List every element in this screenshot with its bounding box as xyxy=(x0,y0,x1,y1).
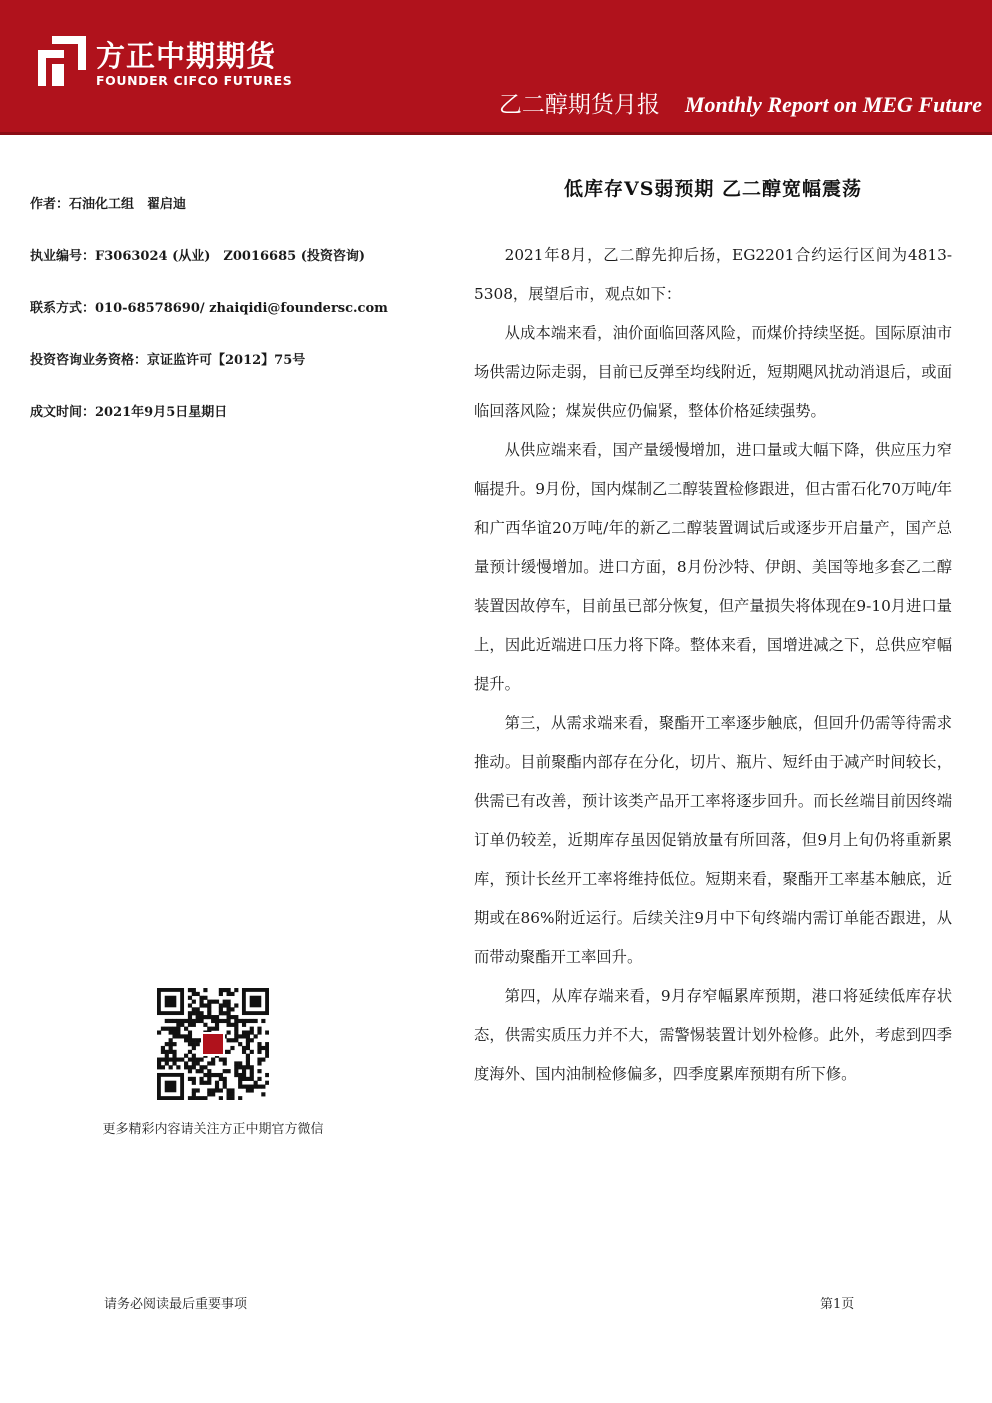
founder-logo-icon xyxy=(38,36,86,86)
report-title xyxy=(499,86,982,119)
wechat-qr-code xyxy=(157,988,269,1100)
date-line: 成文时间：2021年9月5日星期日 xyxy=(30,405,228,420)
footer-notice: 请务必阅读最后重要事项 xyxy=(104,1297,248,1312)
article-paragraph: 2021年8月，乙二醇先抑后扬，EG2201合约运行区间为4813-5308，展望后市，观点如下： xyxy=(474,246,952,303)
article-paragraph: 第四，从库存端来看，9月存窄幅累库预期，港口将延续低库存状态，供需实质压力并不大，需警惕装置计划外检修。此外，考虑到四季度海外、国内油制检修偏多，四季度累库预期有所下修。 xyxy=(474,987,952,1083)
article-paragraph: 从供应端来看，国产量缓慢增加，进口量或大幅下降，供应压力窄幅提升。9月份，国内煤制乙二醇装置检修跟进，但古雷石化70万吨/年和广西华谊20万吨/年的新乙二醇装置调试后或逐步开启量产，国产总量预计缓慢增加。进口方面，8月份沙特、伊朗、美国等地多套乙二醇装置因故停车，目前虽已部分恢复，但产量损失将体现在9-10月进口量上，因此近端进口压力将下降。整体来看，国增进减之下，总供应窄幅提升。 xyxy=(474,441,952,693)
qr-caption: 更多精彩内容请关注方正中期官方微信 xyxy=(102,1122,324,1137)
author-info xyxy=(30,196,450,456)
author-line: 作者：石油化工组 翟启迪 xyxy=(30,197,187,212)
article-title: 低库存VS弱预期 乙二醇宽幅震荡 xyxy=(563,178,863,200)
report-header xyxy=(0,0,992,135)
page-number: 第1页 xyxy=(820,1297,855,1312)
report-title-en: Monthly Report on MEG Future xyxy=(684,92,982,117)
qr-code-icon xyxy=(157,988,269,1100)
brand-name-en: FOUNDER CIFCO FUTURES xyxy=(96,73,293,88)
license-line: 执业编号：F3063024 (从业) Z0016685 (投资咨询) xyxy=(30,249,366,264)
article-paragraph: 第三，从需求端来看，聚酯开工率逐步触底，但回升仍需等待需求推动。目前聚酯内部存在分化，切片、瓶片、短纤由于减产时间较长，供需已有改善，预计该类产品开工率将逐步回升。而长丝端目前因终端订单仍较差，近期库存虽因促销放量有所回落，但9月上旬仍将重新累库，预计长丝开工率将维持低位。短期来看，聚酯开工率基本触底，近期或在86%附近运行。后续关注9月中下旬终端内需订单能否跟进，从而带动聚酯开工率回升。 xyxy=(474,714,952,966)
article-body xyxy=(474,236,952,1094)
contact-line: 联系方式：010-68578690/ zhaiqidi@foundersc.com xyxy=(30,301,388,316)
article-paragraph: 从成本端来看，油价面临回落风险，而煤价持续坚挺。国际原油市场供需边际走弱，目前已反弹至均线附近，短期飓风扰动消退后，或面临回落风险；煤炭供应仍偏紧，整体价格延续强势。 xyxy=(474,324,952,420)
qualification-line: 投资咨询业务资格：京证监许可【2012】75号 xyxy=(30,353,306,368)
brand-name-cn: 方正中期期货 xyxy=(96,39,277,73)
report-title-cn: 乙二醇期货月报 xyxy=(498,92,660,118)
